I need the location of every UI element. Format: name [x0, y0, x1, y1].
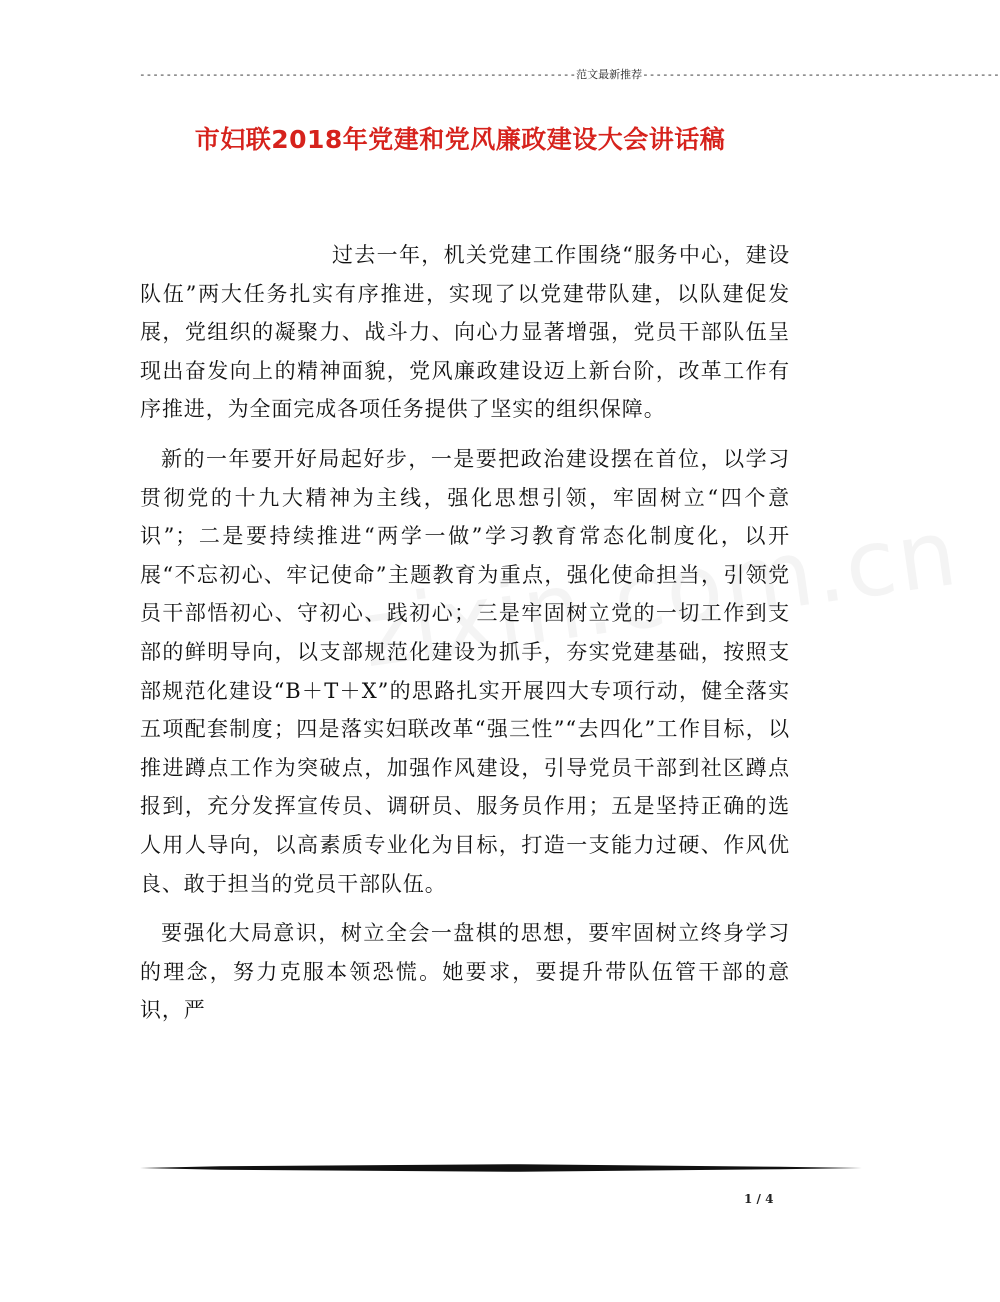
paragraph: 过去一年，机关党建工作围绕“服务中心，建设队伍”两大任务扎实有序推进，实现了以党建带队建，以队建促发展，党组织的凝聚力、战斗力、向心力显著增强，党员干部队伍呈现出奋发向上的精神面貌，党风廉政建设迈上新台阶，改革工作有序推进，为全面完成各项任务提供了坚实的组织保障。	[140, 243, 790, 422]
paragraph: 要强化大局意识，树立全会一盘棋的思想，要牢固树立终身学习的理念，努力克服本领恐慌。她要求，要提升带队伍管干部的意识，严	[140, 921, 790, 1023]
document-body	[140, 236, 790, 1041]
page-number: 1 / 4	[744, 1192, 774, 1206]
footer-divider	[140, 1163, 862, 1173]
page-header: ------------------------------------------------------------------范文最新推荐------------------------------------------------------	[139, 68, 1000, 81]
document-title: 市妇联2018年党建和党风廉政建设大会讲话稿	[194, 125, 726, 154]
paragraph: 新的一年要开好局起好步，一是要把政治建设摆在首位，以学习贯彻党的十九大精神为主线，强化思想引领，牢固树立“四个意识”；二是要持续推进“两学一做”学习教育常态化制度化，以开展“不忘初心、牢记使命”主题教育为重点，强化使命担当，引领党员干部悟初心、守初心、践初心；三是牢固树立党的一切工作到支部的鲜明导向，以支部规范化建设为抓手，夯实党建基础，按照支部规范化建设“B＋T＋X”的思路扎实开展四大专项行动，健全落实五项配套制度；四是落实妇联改革“强三性”“去四化”工作目标，以推进蹲点工作为突破点，加强作风建设，引导党员干部到社区蹲点报到，充分发挥宣传员、调研员、服务员作用；五是坚持正确的选人用人导向，以高素质专业化为目标，打造一支能力过硬、作风优良、敢于担当的党员干部队伍。	[140, 446, 790, 896]
